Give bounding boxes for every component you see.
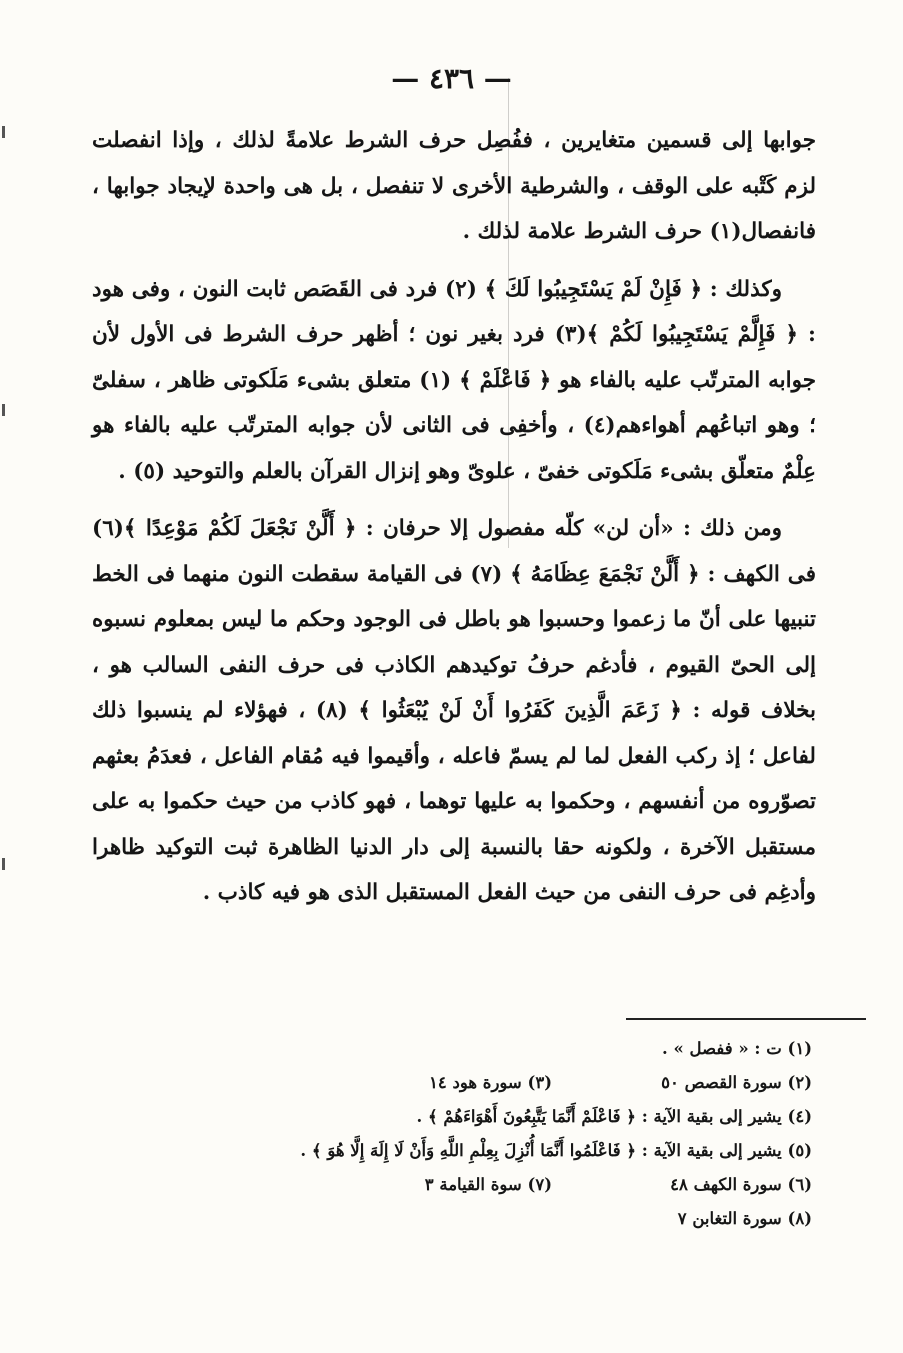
footnotes <box>232 1032 812 1236</box>
paragraph: ومن ذلك : «أن لن» كلّه مفصول إلا حرفان : ﴿ أَلَّنْ نَجْعَلَ لَكُمْ مَوْعِدًا ﴾(٦) فى الكهف : ﴿ أَلَّنْ نَجْمَعَ عِظَامَهُ ﴾ (٧) فى القيامة سقطت النون منهما فى الخط تنبيها على أنّ ما زعموا وحسبوا هو باطل فى الوجود وحكم ما ليس بمعلوم نسبوه إلى الحىّ القيوم ، فأدغم حرفُ توكيدهم الكاذب فى حرف النفى السالب هو ، بخلاف قوله : ﴿ زَعَمَ الَّذِينَ كَفَرُوا أَنْ لَنْ يُبْعَثُوا ﴾ (٨) ، فهؤلاء لم ينسبوا ذلك لفاعل ؛ إذ ركب الفعل لما لم يسمّ فاعله ، وأقيموا فيه مُقام الفاعل ، فعدَمُ بعثهم تصوّروه من أنفسهم ، وحكموا به عليها توهما ، فهو كاذب من حيث حكموا به على مستقبل الآخرة ، ولكونه حقا بالنسبة إلى دار الدنيا الظاهرة ثبت التوكيد ظاهرا وأدغِم فى حرف النفى من حيث الفعل المستقبل الذى هو فيه كاذب . <box>92 516 817 905</box>
footnote: (٧) سوة القيامة ٣ <box>424 1175 552 1194</box>
footnote: (٤) يشير إلى بقية الآية : ﴿ فَاعْلَمْ أَنَّمَا يَتَّبِعُونَ أَهْوَاءَهُمْ ﴾ . <box>416 1107 812 1126</box>
footnote: (٥) يشير إلى بقية الآية : ﴿ فَاعْلَمُوا أَنَّمَا أُنْزِلَ بِعِلْمِ اللَّهِ وَأَنْ لَا إِلَهَ إِلَّا هُوَ ﴾ . <box>300 1141 812 1160</box>
footnote: (٨) سورة التغابن ٧ <box>677 1209 812 1228</box>
footnote: (٣) سورة هود ١٤ <box>429 1073 552 1092</box>
footnote-row <box>232 1066 812 1100</box>
edge-mark <box>2 858 5 870</box>
page-number: — ٤٣٦ — <box>391 62 512 95</box>
footnote-separator <box>626 1018 866 1020</box>
footnote: (٢) سورة القصص ٥٠ <box>661 1073 812 1092</box>
paragraph: جوابها إلى قسمين متغايرين ، ففُصِل حرف الشرط علامةً لذلك ، وإذا انفصلت لزم كَتْبه على الوقف ، والشرطية الأخرى لا تنفصل ، بل هى واحدة لإيجاد جوابها ، فانفصال(١) حرف الشرط علامة لذلك . <box>92 128 816 244</box>
footnote-row <box>232 1168 812 1202</box>
footnote: (١) ت : « ففصل » . <box>662 1039 812 1058</box>
edge-mark <box>2 404 5 416</box>
main-text <box>92 118 816 916</box>
edge-mark <box>2 126 5 138</box>
paragraph: وكذلك : ﴿ فَإِنْ لَمْ يَسْتَجِيبُوا لَكَ ﴾ (٢) فرد فى القَصَص ثابت النون ، وفى هود : ﴿ فَإِلَّمْ يَسْتَجِيبُوا لَكُمْ ﴾(٣) فرد بغير نون ؛ أظهر حرف الشرط فى الأول لأن جوابه المترتّب عليه بالفاء هو ﴿ فَاعْلَمْ ﴾ (١) متعلق بشىء مَلَكوتى ظاهر ، سفلىّ ؛ وهو اتباعُهم أهواءهم(٤) ، وأخفِى فى الثانى لأن جوابه المترتّب عليه بالفاء هو عِلْمٌ متعلّق بشىء مَلَكوتى خفىّ ، علوىّ وهو إنزال القرآن بالعلم والتوحيد (٥) . <box>92 276 816 484</box>
footnote: (٦) سورة الكهف ٤٨ <box>670 1175 812 1194</box>
